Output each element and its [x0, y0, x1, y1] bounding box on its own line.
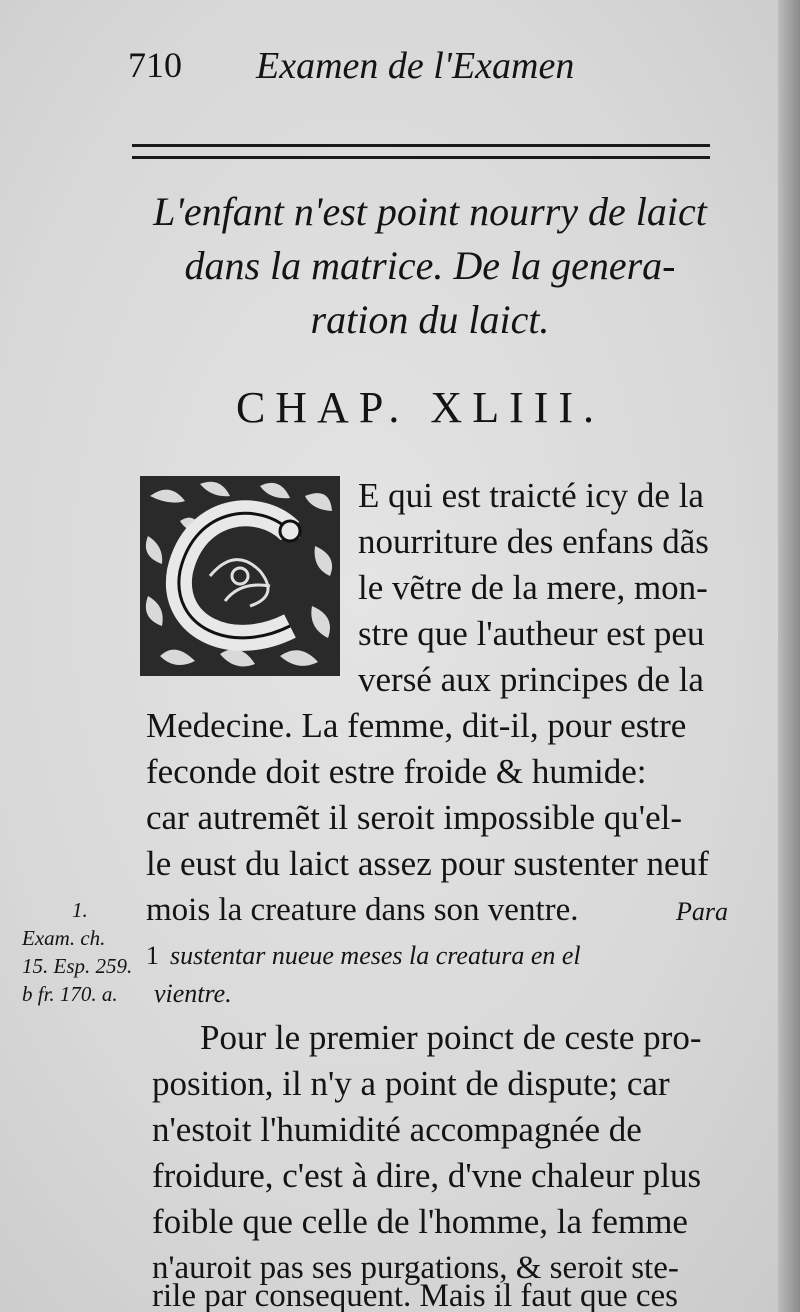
- body-line: stre que l'autheur est peu: [358, 614, 705, 653]
- body-line: n'estoit l'humidité accompagnée de: [152, 1110, 642, 1149]
- body-line: mois la creature dans son ventre.: [146, 892, 579, 928]
- body-line: foible que celle de l'homme, la femme: [152, 1202, 688, 1241]
- body-line: le eust du laict assez pour sustenter neuf: [146, 844, 709, 883]
- ornament-foliage-icon: [140, 476, 340, 676]
- margin-note-marker: 1.: [72, 898, 88, 922]
- body-line: Pour le premier poinct de ceste pro-: [200, 1018, 702, 1057]
- page-header: [128, 44, 628, 104]
- header-rule: [132, 144, 710, 147]
- header-rule: [132, 156, 710, 159]
- margin-note-line: Exam. ch.: [22, 926, 106, 950]
- body-line: froidure, c'est à dire, d'vne chaleur plus: [152, 1156, 702, 1195]
- footnote-marker-inline: 1: [146, 941, 159, 970]
- spanish-quote-line: sustentar nueue meses la creatura en el: [170, 941, 581, 970]
- body-line: feconde doit estre froide & humide:: [146, 752, 647, 791]
- margin-note-line: 15. Esp. 259.: [22, 954, 133, 978]
- chapter-title: [110, 185, 750, 347]
- body-line: rile par consequent. Mais il faut que ces: [152, 1278, 678, 1312]
- spanish-quote-line: vientre.: [154, 979, 232, 1008]
- body-line: nourriture des enfans dãs: [358, 522, 709, 561]
- body-line: le vẽtre de la mere, mon-: [358, 568, 708, 607]
- body-line: E qui est traicté icy de la: [358, 476, 704, 515]
- spanish-quote-start: Para: [676, 897, 728, 926]
- page-number: 710: [128, 45, 182, 85]
- body-line: n'auroit pas ses purgations, & seroit ste-: [152, 1250, 679, 1286]
- chapter-title-line: ration du laict.: [310, 297, 550, 342]
- margin-note-line: b fr. 170. a.: [22, 982, 118, 1006]
- chapter-title-line: L'enfant n'est point nourry de laict: [153, 189, 707, 234]
- body-line: Medecine. La femme, dit-il, pour estre: [146, 706, 687, 745]
- chapter-heading: CHAP. XLIII.: [235, 383, 605, 432]
- page-gutter-shadow: [778, 0, 800, 1312]
- decorated-initial: [140, 476, 340, 676]
- body-line: position, il n'y a point de dispute; car: [152, 1064, 670, 1103]
- chapter-title-line: dans la matrice. De la genera-: [184, 243, 676, 288]
- body-line: versé aux principes de la: [358, 660, 704, 699]
- running-title: Examen de l'Examen: [256, 45, 575, 87]
- body-line: car autremẽt il seroit impossible qu'el-: [146, 798, 683, 837]
